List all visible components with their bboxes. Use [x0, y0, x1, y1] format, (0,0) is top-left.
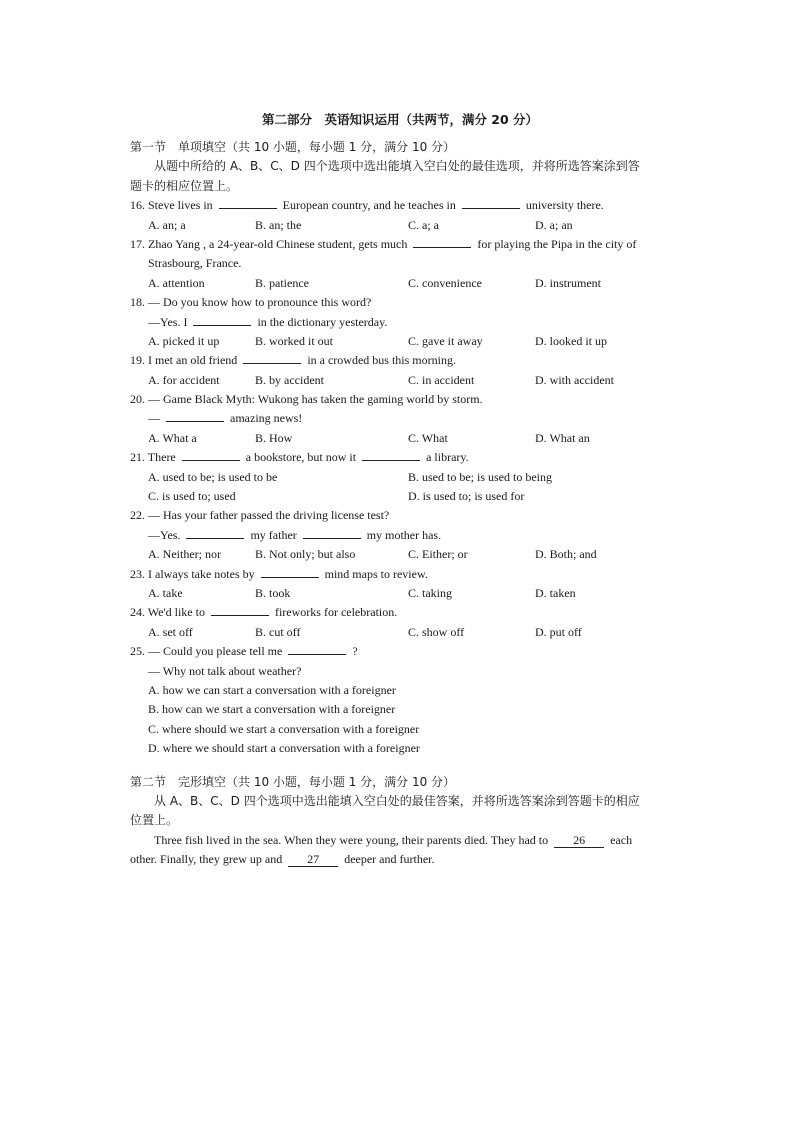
section2-instruction: 从 A、B、C、D 四个选项中选出能填入空白处的最佳答案，并将所选答案涂到答题卡的相应	[154, 793, 640, 808]
question-25-stem: 25. — Could you please tell me ?	[130, 644, 358, 659]
question-20-stem: 20. — Game Black Myth: Wukong has taken the gaming world by storm.	[130, 392, 483, 407]
option-a: A. picked it up	[148, 333, 220, 348]
answer-blank	[186, 526, 244, 539]
question-25-stem-cont: — Why not talk about weather?	[148, 663, 302, 678]
option-d: D. a; an	[535, 217, 573, 232]
section1-instruction: 从题中所给的 A、B、C、D 四个选项中选出能填入空白处的最佳选项，并将所选答案涂到答	[154, 159, 640, 174]
option-a: A. how we can start a conversation with a foreigner	[148, 682, 396, 697]
option-b: B. Not only; but also	[255, 547, 356, 562]
option-d: D. taken	[535, 585, 576, 600]
section1-instruction-cont: 题卡的相应位置上。	[130, 178, 239, 193]
option-d: D. What an	[535, 430, 590, 445]
option-a: A. What a	[148, 430, 197, 445]
option-d: D. put off	[535, 624, 582, 639]
passage-line-2: other. Finally, they grew up and 27 deeper and further.	[130, 852, 435, 867]
question-22-options	[130, 545, 670, 564]
question-21-options-cd	[130, 487, 670, 506]
option-b: B. How	[255, 430, 293, 445]
option-b: B. used to be; is used to being	[408, 469, 552, 484]
answer-blank	[219, 196, 277, 209]
option-c: C. a; a	[408, 217, 439, 232]
option-d: D. where we should start a conversation with a foreigner	[148, 741, 420, 756]
question-21-stem: 21. There a bookstore, but now it a library.	[130, 450, 469, 465]
option-a: A. for accident	[148, 372, 220, 387]
passage-line-1: Three fish lived in the sea. When they were young, their parents died. They had to 26 each	[154, 832, 633, 847]
option-b: B. by accident	[255, 372, 324, 387]
cloze-blank-26: 26	[554, 833, 604, 848]
option-c: C. What	[408, 430, 448, 445]
part-title: 第二部分 英语知识运用（共两节，满分 20 分）	[261, 112, 539, 127]
answer-blank	[413, 235, 471, 248]
section2-instruction-cont: 位置上。	[130, 813, 179, 828]
option-d: D. Both; and	[535, 547, 597, 562]
option-a: A. attention	[148, 275, 205, 290]
option-b: B. worked it out	[255, 333, 333, 348]
question-16-stem: 16. Steve lives in European country, and he teaches in university there.	[130, 198, 604, 213]
answer-blank	[362, 448, 420, 461]
question-23-options	[130, 584, 670, 603]
section-gap	[130, 759, 670, 773]
exam-content	[130, 110, 670, 869]
answer-blank	[303, 526, 361, 539]
question-18-stem-cont: —Yes. I in the dictionary yesterday.	[148, 314, 388, 329]
question-20-stem-cont: — amazing news!	[148, 411, 303, 426]
cloze-blank-27: 27	[288, 852, 338, 867]
answer-blank	[211, 603, 269, 616]
question-23-stem: 23. I always take notes by mind maps to review.	[130, 566, 428, 581]
answer-blank	[243, 351, 301, 364]
option-d: D. with accident	[535, 372, 614, 387]
question-24-stem: 24. We'd like to fireworks for celebration.	[130, 605, 398, 620]
option-d: D. is used to; is used for	[408, 489, 525, 504]
option-a: A. Neither; nor	[148, 547, 221, 562]
question-17-stem: 17. Zhao Yang , a 24-year-old Chinese student, gets much for playing the Pipa in the city of	[130, 236, 637, 251]
question-16-options	[130, 216, 670, 235]
option-c: C. where should we start a conversation with a foreigner	[148, 721, 420, 736]
option-c: C. in accident	[408, 372, 475, 387]
option-c: C. gave it away	[408, 333, 483, 348]
option-a: A. set off	[148, 624, 193, 639]
question-17-stem-cont: Strasbourg, France.	[148, 256, 242, 271]
question-18-stem: 18. — Do you know how to pronounce this word?	[130, 295, 372, 310]
option-b: B. took	[255, 585, 291, 600]
option-b: B. cut off	[255, 624, 301, 639]
section2-heading: 第二节 完形填空（共 10 小题，每小题 1 分，满分 10 分）	[130, 774, 456, 789]
option-c: C. Either; or	[408, 547, 468, 562]
answer-blank	[193, 313, 251, 326]
answer-blank	[288, 642, 346, 655]
question-24-options	[130, 623, 670, 642]
option-a: A. an; a	[148, 217, 186, 232]
option-c: C. is used to; used	[148, 489, 236, 504]
answer-blank	[462, 196, 520, 209]
answer-blank	[261, 565, 319, 578]
option-d: D. instrument	[535, 275, 601, 290]
question-18-options	[130, 332, 670, 351]
option-d: D. looked it up	[535, 333, 607, 348]
option-a: A. take	[148, 585, 183, 600]
option-a: A. used to be; is used to be	[148, 469, 278, 484]
option-c: C. show off	[408, 624, 465, 639]
option-b: B. patience	[255, 275, 309, 290]
option-c: C. convenience	[408, 275, 482, 290]
option-c: C. taking	[408, 585, 452, 600]
question-19-options	[130, 371, 670, 390]
question-22-stem: 22. — Has your father passed the driving license test?	[130, 508, 390, 523]
question-19-stem: 19. I met an old friend in a crowded bus this morning.	[130, 353, 456, 368]
answer-blank	[166, 409, 224, 422]
option-b: B. an; the	[255, 217, 302, 232]
question-22-stem-cont: —Yes. my father my mother has.	[148, 527, 442, 542]
answer-blank	[182, 448, 240, 461]
question-20-options	[130, 429, 670, 448]
question-17-options	[130, 274, 670, 293]
option-b: B. how can we start a conversation with a foreigner	[148, 702, 396, 717]
section1-heading: 第一节 单项填空（共 10 小题，每小题 1 分，满分 10 分）	[130, 140, 456, 154]
question-21-options-ab	[130, 468, 670, 487]
